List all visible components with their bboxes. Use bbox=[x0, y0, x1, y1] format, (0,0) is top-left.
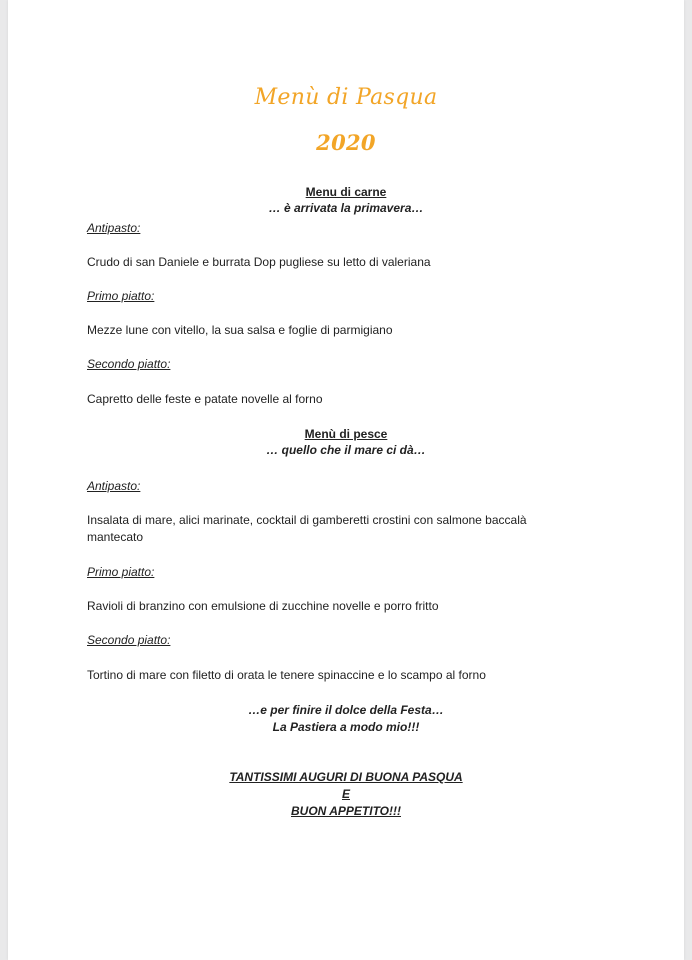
menu-page bbox=[8, 0, 684, 960]
carne-primo-dish: Mezze lune con vitello, la sua salsa e foglie di parmigiano bbox=[87, 323, 393, 337]
carne-primo-label: Primo piatto: bbox=[87, 289, 155, 303]
pesce-tagline: … quello che il mare ci dà… bbox=[266, 443, 426, 457]
auguri-section bbox=[8, 769, 684, 820]
carne-antipasto-label: Antipasto: bbox=[87, 221, 141, 235]
carne-antipasto-dish: Crudo di san Daniele e burrata Dop pugliese su letto di valeriana bbox=[87, 255, 431, 269]
carne-secondo-label: Secondo piatto: bbox=[87, 357, 171, 371]
auguri-line-2: E bbox=[341, 787, 350, 801]
dolce-section bbox=[8, 702, 684, 736]
pesce-antipasto-dish: Insalata di mare, alici marinate, cocktail di gamberetti crostini con salmone baccalà mantecato bbox=[87, 513, 527, 544]
pesce-primo-label: Primo piatto: bbox=[87, 565, 155, 579]
carne-heading: Menu di carne bbox=[305, 185, 387, 199]
pesce-antipasto-label: Antipasto: bbox=[87, 479, 141, 493]
menu-title: Menù di Pasqua bbox=[254, 85, 438, 110]
pesce-secondo-label: Secondo piatto: bbox=[87, 633, 171, 647]
dolce-line-2: La Pastiera a modo mio!!! bbox=[272, 720, 420, 734]
auguri-line-1: TANTISSIMI AUGURI DI BUONA PASQUA bbox=[229, 770, 463, 784]
auguri-line-3: BUON APPETITO!!! bbox=[291, 804, 401, 818]
pesce-heading: Menù di pesce bbox=[304, 427, 388, 441]
carne-section-header bbox=[8, 184, 684, 216]
pesce-secondo-dish: Tortino di mare con filetto di orata le tenere spinaccine e lo scampo al forno bbox=[87, 668, 486, 682]
pesce-primo-dish: Ravioli di branzino con emulsione di zucchine novelle e porro fritto bbox=[87, 599, 439, 613]
menu-year: 2020 bbox=[316, 130, 376, 155]
carne-secondo-dish: Capretto delle feste e patate novelle al forno bbox=[87, 392, 323, 406]
carne-tagline: … è arrivata la primavera… bbox=[268, 201, 424, 215]
pesce-section-header bbox=[8, 426, 684, 458]
dolce-line-1: …e per finire il dolce della Festa… bbox=[248, 703, 444, 717]
